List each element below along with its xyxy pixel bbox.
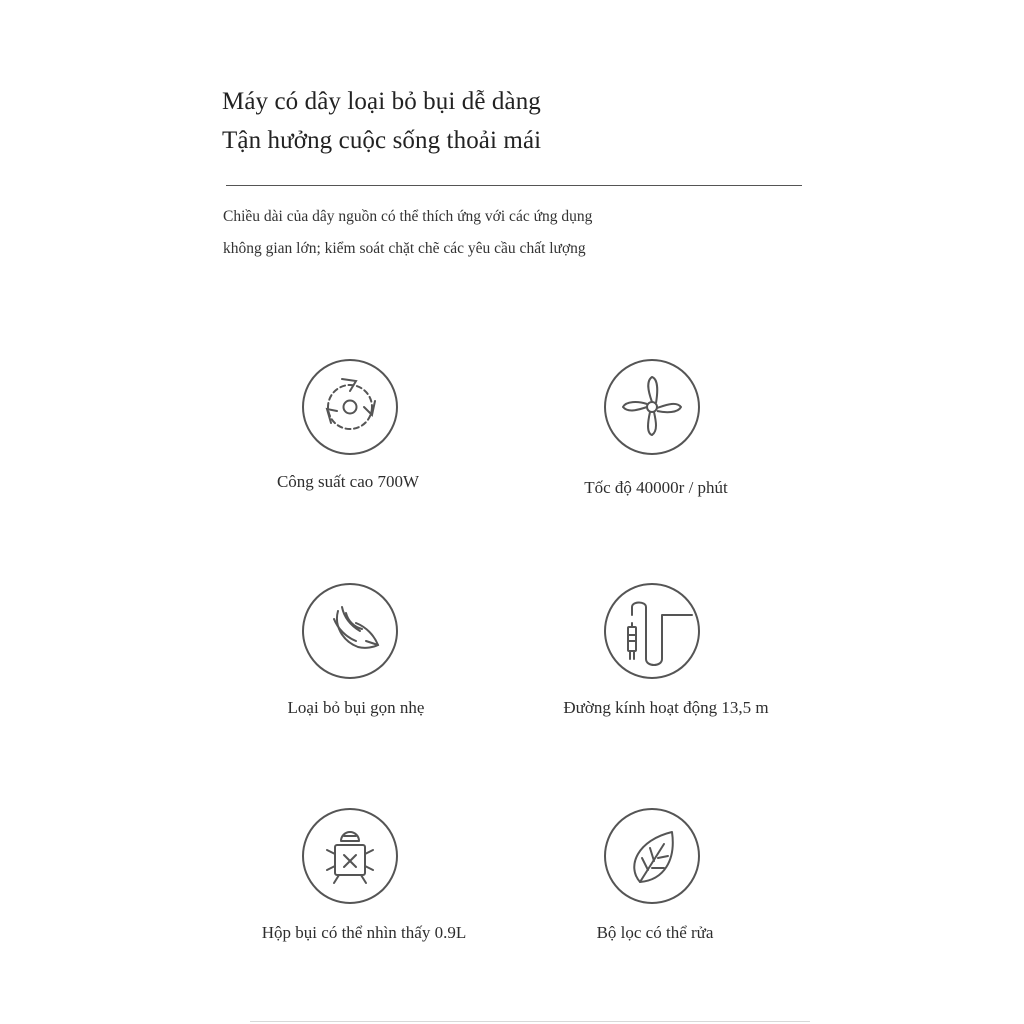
title-line-1: Máy có dây loại bỏ bụi dễ dàng	[222, 88, 541, 115]
divider	[226, 185, 802, 186]
bottom-rule	[250, 1021, 810, 1022]
feature-label-speed: Tốc độ 40000r / phút	[584, 478, 728, 497]
leaf-icon	[604, 808, 700, 904]
feature-label-power: Công suất cao 700W	[276, 472, 420, 491]
feather-icon	[302, 583, 398, 679]
fan-icon	[604, 359, 700, 455]
feature-label-dust-box: Hộp bụi có thể nhìn thấy 0.9L	[261, 923, 467, 942]
dust-box-icon	[302, 808, 398, 904]
feature-label-range: Đường kính hoạt động 13,5 m	[563, 698, 769, 717]
description-line-1: Chiều dài của dây nguồn có thể thích ứng với các ứng dụng	[223, 208, 593, 225]
feature-label-filter: Bộ lọc có thể rửa	[596, 923, 714, 942]
power-icon	[302, 359, 398, 455]
description-line-2: không gian lớn; kiểm soát chặt chẽ các yêu cầu chất lượng	[223, 240, 586, 257]
title-line-2: Tận hưởng cuộc sống thoải mái	[222, 127, 542, 154]
plug-cord-icon	[604, 583, 700, 679]
feature-label-dust-removal: Loại bỏ bụi gọn nhẹ	[287, 698, 425, 717]
